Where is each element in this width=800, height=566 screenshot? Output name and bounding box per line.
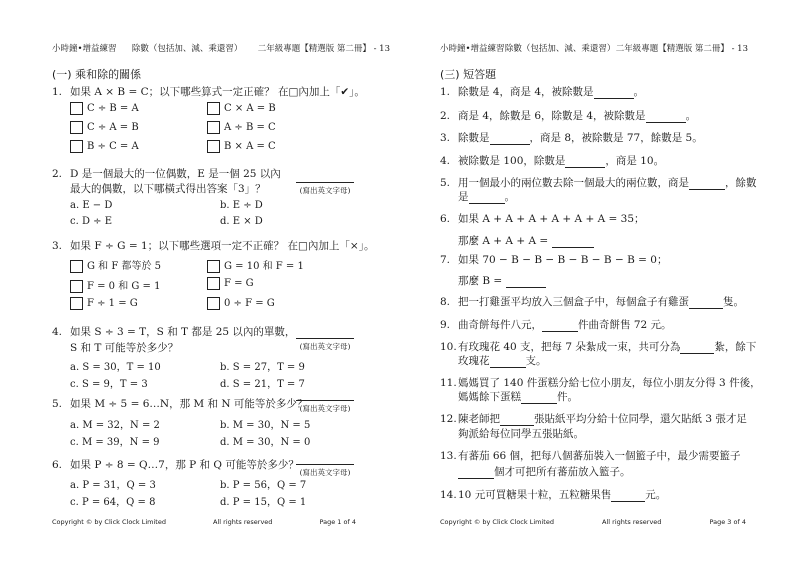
question-4-line-2: S 和 T 可能等於多少？ (70, 342, 179, 354)
answer-blank[interactable]: (寫出英文字母) (296, 338, 354, 352)
answer-blank[interactable] (500, 414, 534, 426)
option: c. M = 39，N = 9 (70, 437, 160, 448)
question-11-line-2: 媽媽餘下蛋糕 件。 (458, 391, 578, 403)
answer-blank[interactable] (565, 156, 605, 168)
option-checkbox[interactable]: G 和 F 都等於 5 (70, 257, 161, 273)
question-12-line-2: 夠派給每位同學五張貼紙。 (458, 428, 584, 440)
header-brand: 小時鐘•增益練習 (440, 44, 505, 54)
question-10-line-2: 玫瑰花 支。 (458, 355, 547, 367)
checkbox[interactable] (70, 102, 83, 115)
option: c. P = 64，Q = 8 (70, 497, 156, 508)
option-checkbox[interactable]: 0 ÷ F = G (207, 297, 275, 310)
checkbox[interactable] (70, 260, 83, 273)
answer-blank[interactable]: (寫出英文字母) (296, 464, 354, 478)
question-6: 6. 如果 P ÷ 8 = Q…7，那 P 和 Q 可能等於多少？ (52, 459, 299, 471)
question-8: 8. 把一打雞蛋平均放入三個盒子中，每個盒子有雞蛋 隻。 (440, 296, 744, 308)
option: b. E ÷ D (220, 200, 263, 211)
checkbox[interactable] (70, 297, 83, 310)
answer-blank[interactable] (542, 320, 578, 332)
option-checkbox[interactable]: B ÷ C = A (70, 140, 139, 153)
question-7-line-2: 那麼 B = (458, 273, 546, 288)
option: b. M = 30，N = 5 (220, 420, 311, 431)
option-checkbox[interactable]: F = 0 和 G = 1 (70, 277, 160, 293)
option: d. S = 21，T = 7 (220, 379, 305, 390)
answer-blank[interactable]: (寫出英文字母) (296, 400, 354, 414)
checkbox[interactable] (70, 140, 83, 153)
answer-blank[interactable] (611, 490, 645, 502)
question-10: 10.有玫瑰花 40 支，把每 7 朵紮成一束，共可分為 紮，餘下 (440, 341, 757, 353)
option-checkbox[interactable]: F = G (207, 277, 254, 290)
option: a. S = 30，T = 10 (70, 362, 161, 373)
answer-blank[interactable] (469, 192, 505, 204)
checkbox[interactable] (207, 297, 220, 310)
answer-blank[interactable] (521, 392, 557, 404)
page-footer (52, 518, 356, 526)
checkbox[interactable] (207, 140, 220, 153)
question-1: 1. 除數是 4，商是 4，被除數是 。 (440, 86, 645, 98)
option-checkbox[interactable]: B × A = C (207, 140, 276, 153)
option: c. D ÷ E (70, 216, 113, 227)
option: a. P = 31，Q = 3 (70, 480, 156, 491)
option-checkbox[interactable]: F ÷ 1 = G (70, 297, 138, 310)
answer-blank[interactable] (594, 87, 634, 99)
header-brand: 小時鐘•增益練習 (52, 44, 117, 54)
question-4: 4. 被除數是 100，除數是 ，商是 10。 (440, 155, 665, 167)
answer-blank[interactable] (506, 276, 546, 288)
footer-copyright: Copyright © by Click Clock Limited (440, 518, 554, 526)
header-grade: 二年級專題【精選版 第二冊】 - 13 (257, 44, 390, 54)
answer-blank[interactable] (680, 342, 714, 354)
question-6-line-2: 那麼 A + A + A = (458, 233, 594, 248)
answer-blank[interactable] (689, 178, 725, 190)
option-checkbox[interactable]: A ÷ B = C (207, 121, 276, 134)
footer-copyright: Copyright © by Click Clock Limited (52, 518, 166, 526)
option: d. E × D (220, 216, 263, 227)
footer-rights: All rights reserved (602, 518, 662, 526)
worksheet-page-3 (400, 0, 800, 566)
question-2-line-2: 最大的偶數，以下哪橫式得出答案「3」？ (70, 183, 266, 195)
footer-page-number: Page 1 of 4 (319, 518, 356, 526)
page-header (52, 42, 390, 54)
checkbox[interactable] (207, 102, 220, 115)
answer-blank[interactable] (646, 111, 686, 123)
question-1: 1. 如果 A × B = C；以下哪些算式一定正確？ 在□內加上「✔」。 (52, 86, 365, 98)
checkbox[interactable] (207, 121, 220, 134)
option: d. M = 30，N = 0 (220, 437, 311, 448)
option: c. S = 9，T = 3 (70, 379, 148, 390)
header-topic: 除數（包括加、減、乘還習） (131, 44, 243, 54)
answer-blank[interactable] (552, 236, 594, 248)
option-checkbox[interactable]: C ÷ B = A (70, 102, 139, 115)
checkbox[interactable] (70, 280, 83, 293)
option: a. M = 32，N = 2 (70, 420, 160, 431)
question-3: 3. 除數是 ，商是 8，被除數是 77，餘數是 5。 (440, 132, 703, 144)
checkbox[interactable] (70, 121, 83, 134)
section-title: (一) 乘和除的關係 (52, 68, 142, 81)
header-grade: 二年級專題【精選版 第二冊】 - 13 (615, 44, 748, 54)
option: a. E − D (70, 200, 113, 211)
answer-blank[interactable] (689, 297, 723, 309)
option: b. S = 27，T = 9 (220, 362, 305, 373)
question-3: 3. 如果 F ÷ G = 1；以下哪些選項一定不正確？ 在□內加上「×」。 (52, 240, 375, 252)
question-14: 14.10 元可買糖果十粒，五粒糖果售 元。 (440, 489, 667, 501)
answer-blank[interactable] (490, 133, 530, 145)
question-2: 2. D 是一個最大的一位偶數，E 是一個 25 以內 (52, 168, 281, 180)
question-11: 11.媽媽買了 140 件蛋糕分給七位小朋友，每位小朋友分得 3 件後， (440, 377, 761, 389)
answer-blank[interactable]: (寫出英文字母) (296, 182, 354, 196)
question-5: 5. 如果 M ÷ 5 = 6…N，那 M 和 N 可能等於多少？ (52, 398, 308, 410)
option-checkbox[interactable]: G = 10 和 F = 1 (207, 257, 304, 273)
question-5: 5. 用一個最小的兩位數去除一個最大的兩位數，商是 ，餘數 (440, 177, 757, 189)
answer-blank[interactable] (490, 356, 526, 368)
footer-rights: All rights reserved (213, 518, 273, 526)
question-9: 9. 曲奇餅每件八元， 件曲奇餅售 72 元。 (440, 319, 672, 331)
question-12: 12.陳老師把 張貼紙平均分給十位同學，還欠貼紙 3 張才足 (440, 413, 747, 425)
checkbox[interactable] (207, 277, 220, 290)
question-2: 2. 商是 4，餘數是 6，除數是 4，被除數是 。 (440, 110, 697, 122)
section-title: (三) 短答題 (440, 68, 497, 81)
option-checkbox[interactable]: C ÷ A = B (70, 121, 139, 134)
page-header (440, 42, 748, 54)
checkbox[interactable] (207, 260, 220, 273)
page-footer (440, 518, 746, 526)
question-13-line-2: 個才可把所有蕃茄放入籃子。 (458, 464, 631, 479)
question-5-line-2: 是 。 (458, 191, 515, 203)
option: b. P = 56，Q = 7 (220, 480, 307, 491)
question-7: 7. 如果 70 − B − B − B − B − B − B = 0； (440, 254, 668, 266)
answer-blank[interactable] (458, 467, 494, 479)
question-4: 4. 如果 S ÷ 3 = T，S 和 T 都是 25 以內的單數， (52, 326, 296, 338)
option: d. P = 15，Q = 1 (220, 497, 307, 508)
header-topic: 除數（包括加、減、乘還習） (504, 44, 616, 54)
question-13: 13.有蕃茄 66 個，把每八個蕃茄裝入一個籃子中，最少需要籃子 (440, 450, 741, 462)
question-6: 6. 如果 A + A + A + A + A + A = 35； (440, 213, 645, 225)
footer-page-number: Page 3 of 4 (709, 518, 746, 526)
option-checkbox[interactable]: C × A = B (207, 102, 276, 115)
